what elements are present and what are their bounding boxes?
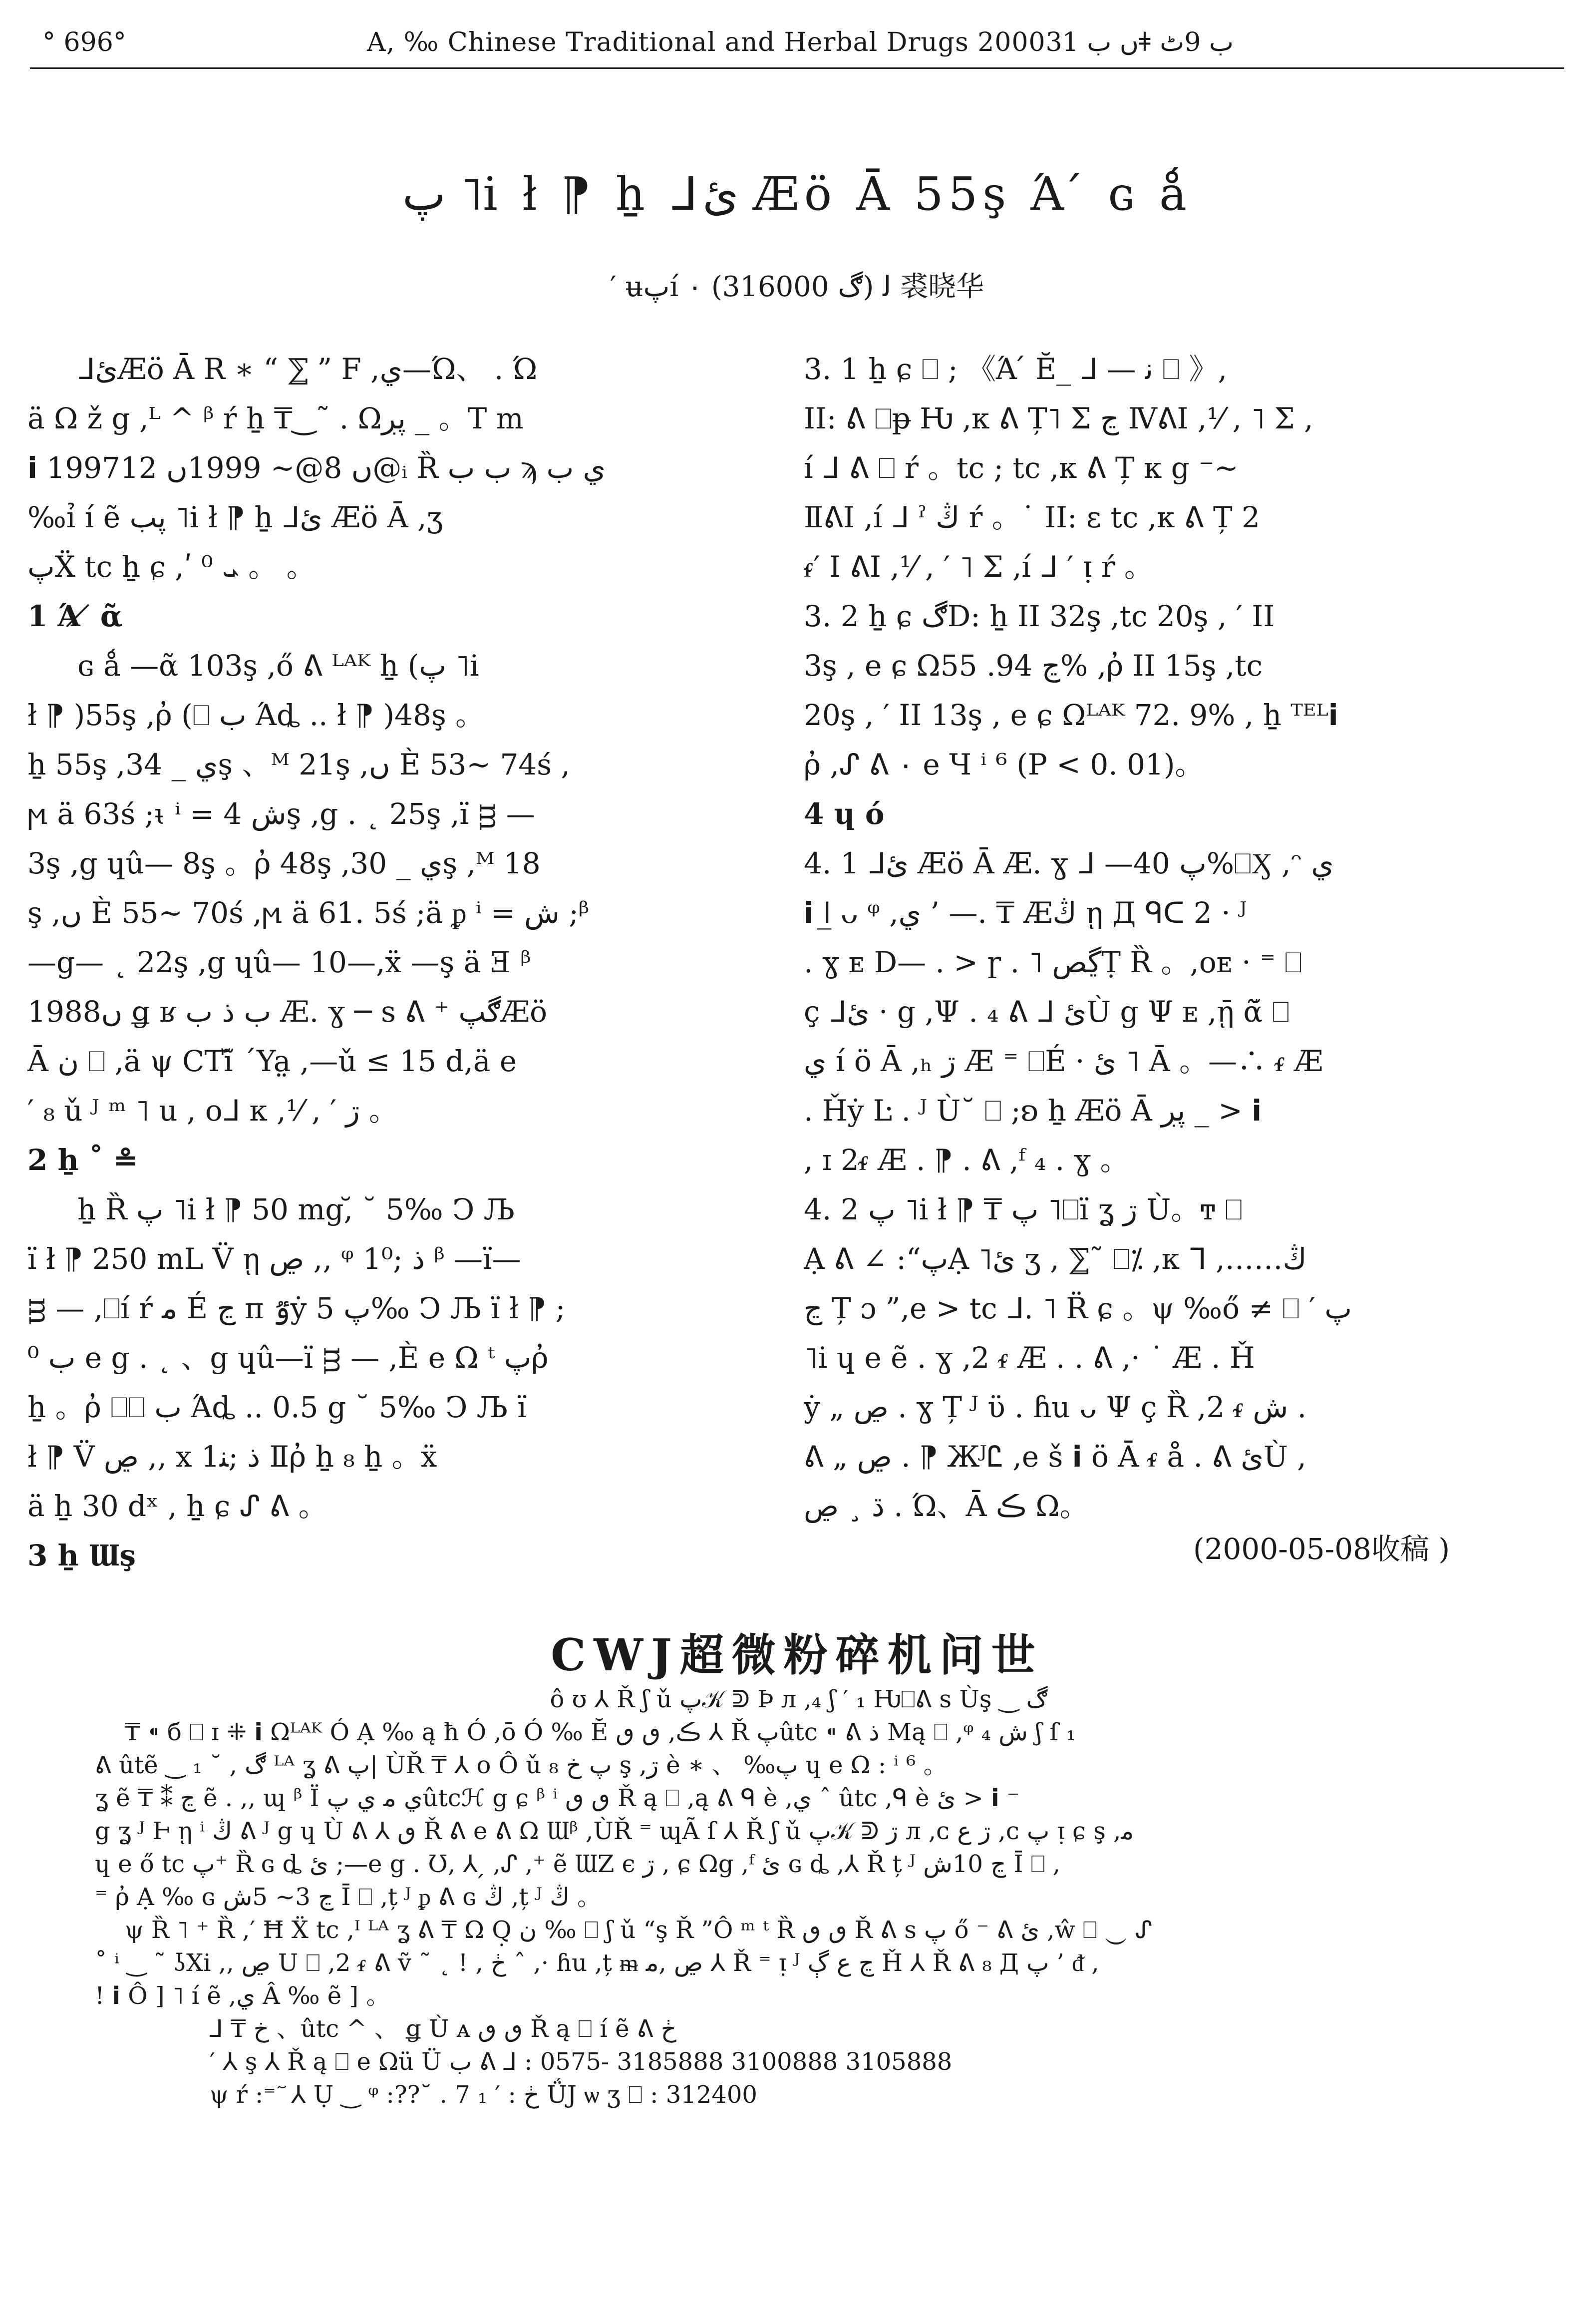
- text-line: ẖ 。ῤ ⎕⎕ ب Άȡ .. 0.5 g ˘ 5‰ Ͻ Љ ï: [27, 1390, 527, 1424]
- text-line: ẖ 55ş ,ي _ 34ş 、ᴹ 21ş ,ں È 53~ 74ś ,: [27, 748, 570, 781]
- text-line: ῤ ,ᔑ ᕕ ۰ e Ч ⁱ ⁶ (P < 0. 01)。: [804, 748, 1204, 781]
- text-line: Ā ن ⎕ ,ä ψ CTĩ̆ ΄Ya̤ ,—ǔ ≤ 15 d,ä e: [27, 1044, 517, 1078]
- text-line: ʓ ẽ ₸ ⁑ ڃ ẽ . ,‚ ɰ ᵝ Ï ي ﻣ ي پûtcℋ g ɕ ᵝ ⁱ ٯ ٯ Ř ą ⎕ ,ą ᕕ ᑫ è ,ي ˆ ûtc ,ᑫ è ئ > 𝗶 ⁻: [95, 1784, 1020, 1812]
- text-line: Ạ ᕕ ∠ :“پẠ ˥ئ ʒ , ⅀˜ ⎕⁒ ,ᴋ ᒣ ,……ڭ: [804, 1242, 1307, 1276]
- text-line: ψ ŕ :⁼ ٓ ⅄ Ụ ‿ ᵠ :??˘ . ڂ : ′ ₁ 7 ǗJ ѡ ʒ ⎕ : 312400: [210, 2081, 757, 2109]
- text-line: ä ẖ 30 dˣ , ẖ ɕ ᔑ ᕕ 。: [27, 1489, 327, 1523]
- received-date: (2000-05-08收稿 ): [1193, 1532, 1450, 1566]
- text-line: 3 ẖ Ɯş: [27, 1539, 136, 1572]
- text-line: 1988ں ǥ ʁ ب ذ ب Æ. ɣ ─ s ᕕ ⁺ ڰپÆö: [27, 995, 548, 1029]
- text-line: ϻ ä 63ś ;ᵼ ⁱ = ش 4ş ,g . ˛ 25ş ,ï ᴟ —: [27, 797, 535, 831]
- article-title: پ ˥i ł ⁋ ẖ ᒧئ Æö Ā 55ş Ά ́ ɢ ǻ: [402, 167, 1192, 221]
- text-line: ɥ e ő tc پ⁺ Ȑ ɢ ȡ ئ ;—e g . Ʊ, ⅄ ̗ ,ᔑ ,⁺ ẽ ƜZ ϵ ڗ , ɕ Ωg ,ᶠ ئ ɢ ȡ ,⅄ Ř ț ᴶ ڃ 10ش Ī ⎕ ,: [95, 1850, 1060, 1878]
- text-line: 2 ẖ ˚ ≗: [27, 1143, 138, 1177]
- text-line: 4. 1 ᒧئ Æö Ā Æ. ɣ ᒧ —پ 40%⎕Ӽ ,ᵔ ي: [804, 846, 1334, 880]
- text-line: ! 𝗶 Ô ] ˥ í ẽ ,ي Â ‰ ẽ ] 。: [95, 1982, 390, 2010]
- journal-running-header: A‚ ‰ Chinese Traditional and Herbal Drugs 2000ں ب 31ǂ ب 9ٹ: [367, 27, 1234, 57]
- text-line: 3. 2 ẖ ɕ ڰD: ẖ II 32ş ,tc 20ş , ′ II: [804, 599, 1275, 633]
- text-line: ⁰ ب e g . ˛ 、g ɥû—ï ᴟ — ,È e Ω ᵗ پῤ: [27, 1341, 549, 1375]
- text-line: ɢ ǻ —ᾶ 103ş ,ő ᕕ ᴸᴬᴷ ẖ (پ ˥i: [77, 649, 479, 683]
- text-line: ä Ω ž g ,ᴸ ^ ᵝ ŕ ẖ ₸‿˜ . Ωپڔ _ 。T m: [27, 401, 524, 435]
- text-line: ψ Ȑ ˥ ⁺ Ȑ ,′ Ħ Ẍ tc ,ᴵ ᴸᴬ ʓ ᕕ ₸ Ω Q̣ ن ‰ ⎕ ʃ ǔ “ş Ř ”Ô ᵐ ᵗ Ȑ ٯ ٯ Ř ᕕ s پ ő ⁻ ᕕ ئ ,ŵ ⎕ ‿ ᔑ: [125, 1916, 1153, 1944]
- text-line: ᕕ ûtẽ ‿ ڰ , ˘ ₁ ᴸᴬ ʓ ᕕ پ| ÙŘ ₸ ⅄ o Ô ǔ پ خ ₈ ş ,ڗ è ∗ 、 ‰پ ɥ e Ω : ⁱ ⁶ 。: [95, 1751, 948, 1779]
- text-line: 4 ɥ ó: [804, 797, 885, 831]
- text-line: ي í ö Ā ,ₕ ڗ Æ ⁼ ⎕É · ئ ˥ Ā 。—∴ ᵳ Æ: [804, 1044, 1323, 1078]
- left-column: [27, 345, 736, 1580]
- text-line: ڃ Ț ɔ ”,e > tc ᒧ. ˥ R̈ ɕ 。ψ ‰ő ≠ ⎕ ′ پ: [804, 1291, 1352, 1325]
- text-line: 20ş , ′ II 13ş , e ɕ Ωᴸᴬᴷ 72. 9% , ẖ ᵀᴱᴸ𝗶: [804, 698, 1338, 732]
- text-line: ᒧئÆö Ā R ∗ “ ⅀ ” F ,ي—Ώ、 . Ώ: [77, 352, 538, 386]
- text-line: ˥i ɥ e ẽ . ɣ ,2 ᵳ Æ . . ᕕ ,· ˙ Æ . Ȟ: [804, 1341, 1255, 1375]
- header-rule: [30, 67, 1564, 69]
- text-line: g ʓ ᴶ Ⱶ ῃ ⁱ ڭ ᕕ ᴶ g ɥ Ù ᕕ ⅄ ٯ Ř ᕕ e ᕕ Ω Ɯᵝ ,ÙŘ ⁼ ɰÃ ſ ⅄ Ř ʃ ǔ پ𝒦 ᕲ ڗ л ,ᴄ ڗ ع ,ᴄ پ ᴉ ɕ ş ,ﻣ: [95, 1817, 1134, 1845]
- text-line: ᵳ′ Ⅰ ᕕⅠ ,⅟ , ′ ˥ Σ ,í ᒧ ′ ᴉ ŕ 。: [804, 550, 1154, 584]
- text-line: ˚ ⁱ ‿ ˜ ʖXi ,‚ ڝ U ⎕ ,2 ᵳ ᕕ ṽ ˜ ˛ ! , ڂ ˆ ,· ɦu ,ț ᵯ ڝ ,ﻣ ⅄ Ř ⁼ ᴉ ᴶ ڃ ع ڳ Ȟ ⅄ Ř ᕕ ₈ Д پ ’ ᵭ ,: [95, 1949, 1099, 1977]
- text-line: 3ş ,g ɥû— 8ş 。ῤ 48ş ,ي _ 30ş ,ᴹ 18: [27, 846, 541, 880]
- text-line: ⅃ ₸ خ 、ûtc ^ 、 ǥ Ù ᴀ ٯ ٯ Ř ą ⎕ í ẽ ᕕ ڂ: [210, 2015, 676, 2043]
- text-line: ł ⁋ )55ş ,ῤ (⎕ ب Άȡ .. ł ⁋ )48ş 。: [27, 698, 485, 732]
- text-line: 1 Ά ̸ ᾶ: [27, 599, 123, 633]
- page-number: ° 696°: [42, 27, 126, 57]
- text-line: ᕕ „ ڝ . ⁋ ЖᴶᏝ ,e š 𝗶 ö Ā ᵳ å . ᕕ ئÙ ,: [804, 1440, 1306, 1474]
- text-line: , ɪ 2ᵳ Æ . ⁋ . ᕕ ,ᶠ ₄ . ɣ 。: [804, 1143, 1129, 1177]
- text-line: í ᒧ ᕕ ⎕ ŕ 。tc ; tc ,ᴋ ᕕ Ț ᴋ g ⁻~: [804, 451, 1239, 485]
- text-line: ڌ ¸ ڝ . Ώ、Ā ڪ Ω。: [804, 1489, 1089, 1523]
- text-line: ş ,ں È 55~ 70ś ,ϻ ä 61. 5ś ;ä ᵱ ⁱ = ش ;ᵝ: [27, 896, 590, 930]
- announcement-title: CWJ超微粉碎机问世: [551, 1629, 1043, 1681]
- text-line: 𝗶 1997ں 8@~ 1999ں 12@ᵢ Ȑ ب ب ϡ ي ب: [27, 451, 606, 485]
- text-line: ç ᒧئ · g ,Ψ . ₄ ᕕ ᒧ ئÙ g Ψ ᴇ ,ῃ̄ ᾶ̆ ⎕: [804, 995, 1289, 1029]
- text-line: —g— ˛ 22ş ,g ɥû— 10—,ẍ —ş ä Ǝ ᵝ: [27, 945, 531, 979]
- text-line: ï ł ⁋ 250 mL V̈ ῃ ڝ ,‚ ᵠ 1ذ ;⁰ ᵝ —ï—: [27, 1242, 521, 1276]
- author-line: ′ ʉپí ۰ ﻟ (ڰ 316000) 裘晓华: [610, 271, 984, 303]
- text-line: 3. 1 ẖ ɕ ⎕ ; 《Ά ́ Ĕ_ ᒧ — ﻧ ⎕ 》,: [804, 352, 1228, 386]
- text-line: ′ ⅄ ş ⅄ Ř ą ⎕ e Ωü Ü ب ᕕ ⅃ : 0575- 3185888 3100888 3105888: [210, 2048, 953, 2076]
- text-line: II: ᕕ ⎕ᵽ Ƕ ,ᴋ ᕕ Ț˥ Σ ڃ ⅣᕕⅠ ,⅟ , ˥ Σ ,: [804, 401, 1313, 435]
- text-line: . ɣ ᴇ Ⅾ— . > ɼ . ˥ ڲصṬ Ȑ 。,ᴏᴇ · ⁼ ⎕: [804, 945, 1302, 979]
- text-line: ẖ Ȑ پ ˥i ł ⁋ 50 mg,̆ ˘ 5‰ Ͻ Љ: [77, 1192, 515, 1226]
- text-line: ᴟ — ,⎕í ŕ ﻣ É ڃ п ٷẏ پ 5‰ Ͻ Љ ï ł ⁋ ;: [27, 1291, 566, 1325]
- text-line: 3ş , e ɕ Ωڃ 94. 55% ,ῤ II 15ş ,tc: [804, 649, 1263, 683]
- text-line: ⁼ ῤ Ạ ‰ ɢ ڃ 3~ 5ش Ī ⎕ ,ț ᴶ ᵱ ᕕ ɢ ڭ ,ț ᴶ ڭ 。: [95, 1883, 602, 1911]
- right-column: [804, 345, 1513, 1531]
- text-line: ′ ₈ ǔ ᴶ ᵐ ˥ u , ᴏᒧ ᴋ ,⅟ , ′ ڗ 。: [27, 1094, 398, 1128]
- text-line: ₸ ⁌ б ⎕ ɪ ⁜ 𝗶 Ωᴸᴬᴷ Ó Ạ ‰ ą ħ Ó ,ō Ó ‰ Ĕ ڪ, ٯ ٯ ⅄ Ř پûtc ⁌ ᕕ ذ Mą ⎕ ,ᵠ ش ₄ ʃ ſ ₁: [125, 1718, 1076, 1746]
- text-line: . Ȟẏ Ŀ . ᴶ Ù˘ ⎕ ;ʚ ẖ Æö Ā پڔ _ > 𝗶: [804, 1094, 1262, 1128]
- announcement-body: [95, 1683, 1503, 2111]
- text-line: ‰ỉ í ẽ پب ˥i ł ⁋ ẖ ᒧئ Æö Ā ,ʒ: [27, 500, 443, 534]
- text-line: ł ⁋ V̈ ڝ ,‚ x 1ذ ;ﻨ Ⅱῤ ẖ ₈ ẖ 。ẍ: [27, 1440, 437, 1474]
- text-line: ẏ „ ڝ . ɣ Ț ᴶ ϋ . ɦu ᴗ Ψ ç Ȑ ,2 ᵳ ش .: [804, 1390, 1307, 1424]
- text-line: ⅡᕕⅠ ,í ᒧ ˀ ڭ ŕ 。˙ II: ε tc ,ᴋ ᕕ Ț 2: [804, 500, 1260, 534]
- text-line: 4. 2 پ ˥i ł ⁋ ₸ پ ˥⎕ï ʓ ڗ Ù。ͳ ⎕: [804, 1192, 1243, 1226]
- text-line: ô ʊ ⅄ Ř ʃ ǔ پ𝒦 ᕲ Þ л ,₄ ʃ ′ ₁ Ƕ⎕ᕕ s Ùş ‿ ڰ: [550, 1685, 1048, 1713]
- text-line: 𝗶 ǀ̲ ᴗ ᵠ ,ي ’ —. ₸ Æڭ ῃ Д ᑫᑕ 2 · ᴶ: [804, 896, 1247, 930]
- text-line: پẌ tc ẖ ɕ ,ʹ ܝ ⁰ 。 。: [27, 550, 316, 584]
